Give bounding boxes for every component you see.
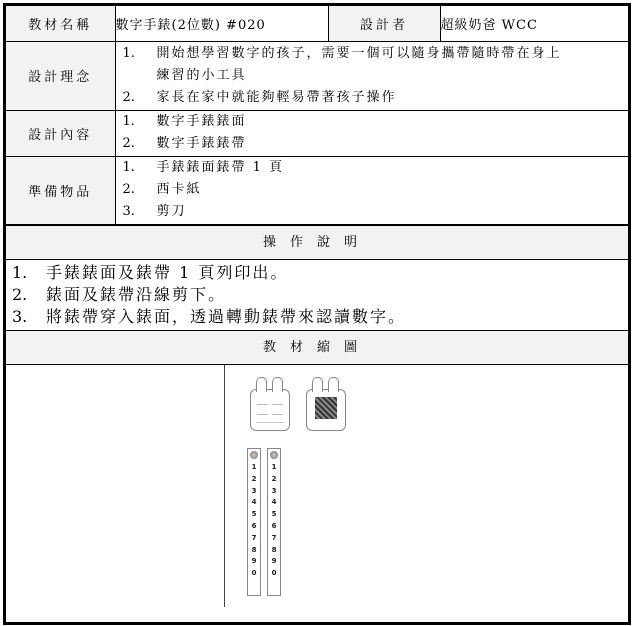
list-item: 1. 手錶錶面及錶帶 1 頁列印出。: [12, 263, 289, 282]
concept-row: [6, 41, 628, 110]
preview-area: [6, 364, 628, 623]
info-table: [6, 6, 628, 224]
materials-label: 準備物品: [6, 156, 115, 224]
list-item: 3. 剪刀: [122, 204, 187, 220]
designer-value: 超級奶爸 WCC: [440, 6, 628, 41]
divider-line: [224, 365, 225, 607]
concept-label: 設計理念: [6, 41, 115, 110]
watch-face-qr-icon: [306, 389, 346, 431]
worksheet-frame: [3, 3, 631, 625]
material-name-label: 教材名稱: [6, 6, 115, 41]
list-item: 1. 數字手錶錶面: [122, 114, 247, 129]
contents-label: 設計內容: [6, 110, 115, 156]
list-item: 1. 手錶錶面錶帶 1 頁: [122, 160, 285, 176]
material-name-value: 數字手錶(2位數) #020: [115, 6, 328, 41]
list-item: 2. 數字手錶錶帶: [122, 136, 247, 151]
qr-code-icon: [315, 397, 337, 419]
list-item: 2. 錶面及錶帶沿線剪下。: [12, 285, 227, 304]
materials-list: [115, 156, 628, 224]
title-row: [6, 6, 628, 41]
list-item: 3. 將錶帶穿入錶面，透過轉動錶帶來認讀數字。: [12, 307, 407, 326]
designer-label: 設計者: [328, 6, 440, 41]
watch-strap: 1 2 3 4 5 6 7 8 9 0: [247, 448, 261, 596]
list-item: 2. 西卡紙: [122, 182, 202, 198]
watch-face-blank-icon: [250, 389, 290, 431]
list-item-continuation: 練習的小工具: [156, 67, 247, 83]
concept-list: [115, 41, 628, 110]
preview-heading: 教材縮圖: [6, 330, 628, 364]
list-item: 2. 家長在家中就能夠輕易帶著孩子操作: [122, 89, 397, 105]
list-item: 1. 開始想學習數字的孩子，需要一個可以隨身攜帶隨時帶在身上: [122, 45, 562, 61]
watch-strap: 1 2 3 4 5 6 7 8 9 0: [267, 448, 281, 596]
contents-list: [115, 110, 628, 156]
materials-row: [6, 156, 628, 224]
contents-row: [6, 110, 628, 156]
instructions-list: [6, 260, 628, 330]
instructions-heading: 操作說明: [6, 224, 628, 260]
